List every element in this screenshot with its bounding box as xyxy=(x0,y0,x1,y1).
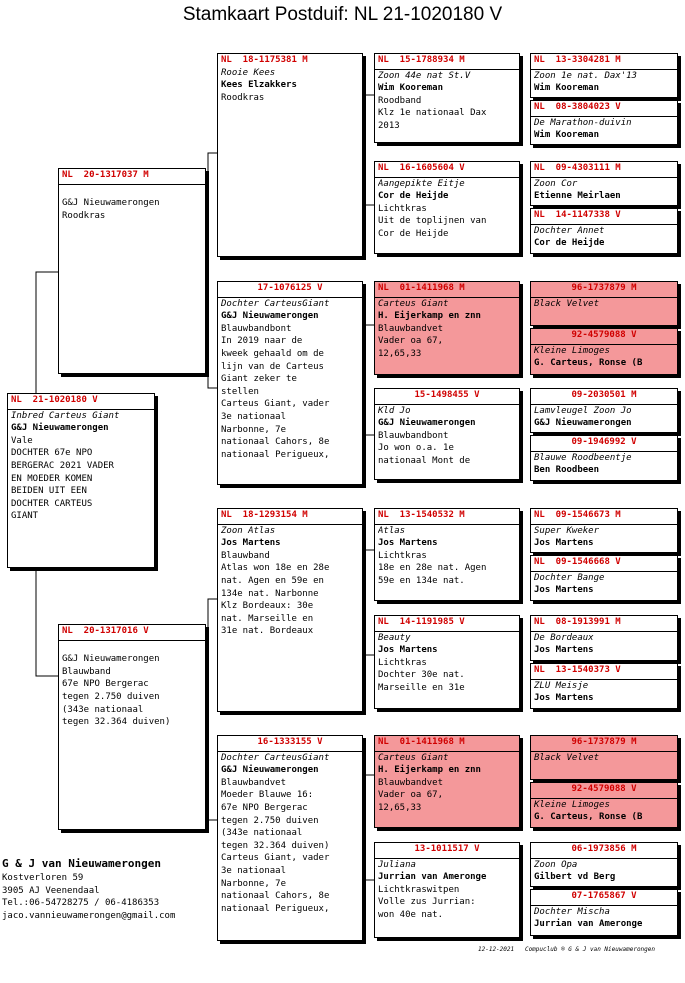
gen4-card-13[interactable] xyxy=(530,735,678,780)
pigeon-name: Black Velvet xyxy=(534,752,600,763)
gen4-card-14[interactable] xyxy=(530,782,678,828)
gen3-card-5[interactable] xyxy=(374,508,520,601)
pigeon-owner: H. Eijerkamp en znn xyxy=(378,765,481,776)
pigeon-name: De Marathon-duivin xyxy=(534,117,632,128)
pigeon-color: Lichtkraswitpen xyxy=(378,884,460,895)
ring-number: NL 13-1540373 V xyxy=(534,665,621,675)
pigeon-name: Dochter CarteusGiant xyxy=(221,298,330,309)
ring-number: NL 01-1411968 M xyxy=(378,737,465,747)
pigeon-name: Aangepikte Eitje xyxy=(378,178,465,189)
breeder-phone: Tel.:06-54728275 / 06-4186353 xyxy=(2,898,160,909)
pigeon-note: 3e nationaal xyxy=(221,411,287,422)
pigeon-name: Juliana xyxy=(378,859,416,870)
pigeon-color: Blauwbandvet xyxy=(378,777,444,788)
pigeon-note: 2013 xyxy=(378,120,400,131)
mother-card[interactable] xyxy=(58,624,206,830)
pigeon-name: Kleine Limoges xyxy=(534,799,610,810)
ring-number: NL 18-1293154 M xyxy=(221,510,308,520)
pigeon-name: Zoon Cor xyxy=(534,178,578,189)
father-color: Roodkras xyxy=(62,210,106,221)
ring-number: 17-1076125 V xyxy=(257,283,323,293)
breeder-email[interactable]: jaco.vannieuwamerongen@gmail.com xyxy=(2,910,176,921)
pigeon-owner: H. Eijerkamp en znn xyxy=(378,311,481,322)
pigeon-note: Carteus Giant, vader xyxy=(221,399,330,410)
pigeon-owner: Jurrian van Ameronge xyxy=(378,872,487,883)
gen4-card-1[interactable] xyxy=(530,53,678,98)
gen4-card-2[interactable] xyxy=(530,100,678,145)
ring-number: 15-1498455 V xyxy=(414,390,480,400)
subject-note: BERGERAC 2021 VADER xyxy=(11,460,114,471)
subject-note: DOCHTER 67e NPO xyxy=(11,448,93,459)
ring-number: NL 01-1411968 M xyxy=(378,283,465,293)
pigeon-note: Uit de toplijnen van xyxy=(378,216,487,227)
pigeon-name: Dochter CarteusGiant xyxy=(221,752,330,763)
gen4-card-3[interactable] xyxy=(530,161,678,206)
pigeon-note: tegen 32.364 duiven) xyxy=(221,840,330,851)
gen4-card-12[interactable] xyxy=(530,663,678,709)
pigeon-note: won 40e nat. xyxy=(378,909,444,920)
pigeon-name: Carteus Giant xyxy=(378,752,449,763)
ring-number: 13-1011517 V xyxy=(414,844,480,854)
pigeon-note: nationaal Cahors, 8e xyxy=(221,437,330,448)
pigeon-note: nationaal Mont de xyxy=(378,455,471,466)
gen4-card-10[interactable] xyxy=(530,555,678,601)
pigeon-color: Blauwbandbont xyxy=(221,323,292,334)
pigeon-note: Klz Bordeaux: 30e xyxy=(221,601,314,612)
pigeon-note: 12,65,33 xyxy=(378,802,422,813)
father-owner: G&J Nieuwamerongen xyxy=(62,198,160,209)
pigeon-owner: Cor de Heijde xyxy=(378,191,449,202)
pigeon-note: stellen xyxy=(221,386,259,397)
ring-number: NL 18-1175381 M xyxy=(221,55,308,65)
ring-number: NL 15-1788934 M xyxy=(378,55,465,65)
gen3-card-1[interactable] xyxy=(374,53,520,143)
pigeon-note: Vader oa 67, xyxy=(378,790,444,801)
pigeon-note: 31e nat. Bordeaux xyxy=(221,626,314,637)
pigeon-note: Moeder Blauwe 16: xyxy=(221,790,314,801)
gen4-card-6[interactable] xyxy=(530,328,678,375)
pigeon-color: Roodband xyxy=(378,95,422,106)
ring-number: 09-2030501 M xyxy=(571,390,637,400)
pigeon-name: Zoon 44e nat St.V xyxy=(378,70,471,81)
mother-name xyxy=(62,641,202,654)
pigeon-name: ZLU Meisje xyxy=(534,680,589,691)
pigeon-owner: Cor de Heijde xyxy=(534,238,605,249)
father-card[interactable] xyxy=(58,168,206,374)
subject-note: BEIDEN UIT EEN xyxy=(11,486,87,497)
grandparent-card-mf[interactable] xyxy=(217,508,363,712)
subject-owner: G&J Nieuwamerongen xyxy=(11,423,109,434)
pigeon-owner: Jos Martens xyxy=(534,693,594,704)
pigeon-note: kweek gehaald om de xyxy=(221,348,324,359)
mother-color: Blauwband xyxy=(62,666,111,677)
pigeon-note: nationaal Cahors, 8e xyxy=(221,891,330,902)
pigeon-note: 3e nationaal xyxy=(221,865,287,876)
pigeon-owner: Kees Elzakkers xyxy=(221,80,297,91)
gen3-card-8[interactable] xyxy=(374,842,520,938)
pigeon-name: Atlas xyxy=(378,525,406,536)
ring-number: NL 14-1191985 V xyxy=(378,617,465,627)
father-ring: NL 20-1317037 M xyxy=(62,170,149,180)
pigeon-note: Volle zus Jurrian: xyxy=(378,897,476,908)
pigeon-note: Carteus Giant, vader xyxy=(221,853,330,864)
subject-card[interactable] xyxy=(7,393,155,568)
pigeon-name: Zoon Atlas xyxy=(221,525,276,536)
pigeon-note: nat. Marseille en xyxy=(221,613,314,624)
ring-number: NL 13-1540532 M xyxy=(378,510,465,520)
breeder-name: G & J van Nieuwamerongen xyxy=(2,857,161,870)
ring-number: 16-1333155 V xyxy=(257,737,323,747)
pigeon-owner: Jos Martens xyxy=(534,538,594,549)
pigeon-name: Dochter Mischa xyxy=(534,906,610,917)
pigeon-owner: Jos Martens xyxy=(378,538,438,549)
mother-note: 67e NPO Bergerac xyxy=(62,679,149,690)
pigeon-color: Roodkras xyxy=(221,92,265,103)
pigeon-note: Giant zeker te xyxy=(221,374,297,385)
gen4-card-5[interactable] xyxy=(530,281,678,326)
ring-number: 96-1737879 M xyxy=(571,283,637,293)
pigeon-color: Lichtkras xyxy=(378,657,427,668)
mother-note: tegen 32.364 duiven) xyxy=(62,717,171,728)
gen3-card-6[interactable] xyxy=(374,615,520,709)
grandparent-card-fm[interactable] xyxy=(217,281,363,485)
ring-number: NL 09-4303111 M xyxy=(534,163,621,173)
pigeon-note: Narbonne, 7e xyxy=(221,424,287,435)
pigeon-note: tegen 2.750 duiven xyxy=(221,815,319,826)
pigeon-color: Blauwbandbont xyxy=(378,430,449,441)
pigeon-note: Atlas won 18e en 28e xyxy=(221,563,330,574)
pigeon-owner: Gilbert vd Berg xyxy=(534,872,616,883)
page-title: Stamkaart Postduif: NL 21-1020180 V xyxy=(182,4,503,25)
subject-note: EN MOEDER KOMEN xyxy=(11,473,93,484)
gen3-card-2[interactable] xyxy=(374,161,520,254)
gen4-card-11[interactable] xyxy=(530,615,678,661)
ring-number: NL 14-1147338 V xyxy=(534,210,621,220)
father-name xyxy=(62,185,202,198)
pigeon-owner: Jos Martens xyxy=(221,538,281,549)
gen3-card-3[interactable] xyxy=(374,281,520,375)
pigeon-name: Blauwe Roodbeentje xyxy=(534,452,632,463)
ring-number: 96-1737879 M xyxy=(571,737,637,747)
pigeon-owner: Wim Kooreman xyxy=(378,83,444,94)
ring-number: NL 09-1546668 V xyxy=(534,557,621,567)
pigeon-note: nat. Agen en 59e en xyxy=(221,575,324,586)
gen4-card-15[interactable] xyxy=(530,842,678,887)
grandparent-card-mm[interactable] xyxy=(217,735,363,941)
gen4-card-8[interactable] xyxy=(530,435,678,481)
pigeon-name: Dochter Bange xyxy=(534,572,605,583)
pigeon-note: Dochter 30e nat. xyxy=(378,670,465,681)
ring-number: 92-4579088 V xyxy=(571,784,637,794)
pigeon-note: 18e en 28e nat. Agen xyxy=(378,563,487,574)
pigeon-name: Dochter Annet xyxy=(534,225,605,236)
pigeon-name: Kld Jo xyxy=(378,405,411,416)
pigeon-owner: G&J Nieuwamerongen xyxy=(534,418,632,429)
pigeon-note: nationaal Perigueux, xyxy=(221,449,330,460)
pigeon-note: Jo won o.a. 1e xyxy=(378,443,454,454)
pigeon-color: Lichtkras xyxy=(378,550,427,561)
grandparent-card-ff[interactable] xyxy=(217,53,363,257)
pigeon-owner: G&J Nieuwamerongen xyxy=(378,418,476,429)
pigeon-name: Carteus Giant xyxy=(378,298,449,309)
pigeon-note: 12,65,33 xyxy=(378,348,422,359)
pigeon-owner: G&J Nieuwamerongen xyxy=(221,765,319,776)
pigeon-owner: Jos Martens xyxy=(534,645,594,656)
pigeon-owner: G. Carteus, Ronse (B xyxy=(534,358,643,369)
pigeon-note: 59e en 134e nat. xyxy=(378,575,465,586)
pigeon-name: Kleine Limoges xyxy=(534,345,610,356)
subject-note: DOCHTER CARTEUS xyxy=(11,498,93,509)
mother-owner: G&J Nieuwamerongen xyxy=(62,654,160,665)
subject-name: Inbred Carteus Giant xyxy=(11,410,120,421)
breeder-info xyxy=(2,856,175,922)
gen4-card-9[interactable] xyxy=(530,508,678,553)
pigeon-owner: Wim Kooreman xyxy=(534,130,600,141)
pigeon-owner: Jos Martens xyxy=(378,645,438,656)
ring-number: NL 08-3804023 V xyxy=(534,102,621,112)
pigeon-note: Vader oa 67, xyxy=(378,336,444,347)
pigeon-name: Super Kweker xyxy=(534,525,600,536)
pigeon-color: Blauwbandvet xyxy=(221,777,287,788)
gen3-card-4[interactable] xyxy=(374,388,520,480)
pigeon-note: Klz 1e nationaal Dax xyxy=(378,108,487,119)
pigeon-owner: G&J Nieuwamerongen xyxy=(221,311,319,322)
pigeon-name: Beauty xyxy=(378,632,411,643)
pigeon-note: Cor de Heijde xyxy=(378,228,449,239)
pigeon-color: Blauwbandvet xyxy=(378,323,444,334)
pigeon-owner: Wim Kooreman xyxy=(534,83,600,94)
ring-number: NL 08-1913991 M xyxy=(534,617,621,627)
pigeon-name: De Bordeaux xyxy=(534,632,594,643)
gen4-card-4[interactable] xyxy=(530,208,678,254)
breeder-address: Kostverloren 59 xyxy=(2,873,84,883)
ring-number: 06-1973856 M xyxy=(571,844,637,854)
pigeon-owner: Etienne Meirlaen xyxy=(534,191,621,202)
pigeon-note: Marseille en 31e xyxy=(378,682,465,693)
gen3-card-7[interactable] xyxy=(374,735,520,828)
pigeon-note: 134e nat. Narbonne xyxy=(221,588,319,599)
breeder-city: 3905 AJ Veenendaal xyxy=(2,885,100,896)
pigeon-color: Blauwband xyxy=(221,550,270,561)
ring-number: 07-1765867 V xyxy=(571,891,637,901)
subject-note: GIANT xyxy=(11,511,39,522)
mother-note: (343e nationaal xyxy=(62,704,144,715)
pigeon-color: Lichtkras xyxy=(378,203,427,214)
pigeon-owner: Jurrian van Amerongе xyxy=(534,919,643,930)
subject-ring: NL 21-1020180 V xyxy=(11,395,98,405)
pigeon-owner: Ben Roodbeen xyxy=(534,465,600,476)
pigeon-name: Lamvleugel Zoon Jo xyxy=(534,405,632,416)
pigeon-note: nationaal Perigueux, xyxy=(221,903,330,914)
pigeon-owner: G. Carteus, Ronse (B xyxy=(534,812,643,823)
subject-color: Vale xyxy=(11,435,33,446)
footer-credit: 12-12-2021 Compuclub ® G & J van Nieuwamerongen xyxy=(478,946,656,953)
ring-number: NL 13-3304281 M xyxy=(534,55,621,65)
pigeon-name: Rooie Kees xyxy=(221,67,276,78)
pigeon-note: Narbonne, 7e xyxy=(221,878,287,889)
mother-ring: NL 20-1317016 V xyxy=(62,626,149,636)
ring-number: NL 16-1605604 V xyxy=(378,163,465,173)
ring-number: 09-1946992 V xyxy=(571,437,637,447)
ring-number: NL 09-1546673 M xyxy=(534,510,621,520)
gen4-card-16[interactable] xyxy=(530,889,678,936)
pigeon-note: 67e NPO Bergerac xyxy=(221,802,308,813)
pigeon-name: Zoon Opa xyxy=(534,859,578,870)
pigeon-name: Black Velvet xyxy=(534,298,600,309)
pigeon-owner: Jos Martens xyxy=(534,585,594,596)
pigeon-name: Zoon 1e nat. Dax'13 xyxy=(534,70,637,81)
gen4-card-7[interactable] xyxy=(530,388,678,433)
mother-note: tegen 2.750 duiven xyxy=(62,691,160,702)
pigeon-note: (343e nationaal xyxy=(221,828,303,839)
pigeon-note: In 2019 naar de xyxy=(221,336,303,347)
pigeon-note: lijn van de Carteus xyxy=(221,361,324,372)
ring-number: 92-4579088 V xyxy=(571,330,637,340)
